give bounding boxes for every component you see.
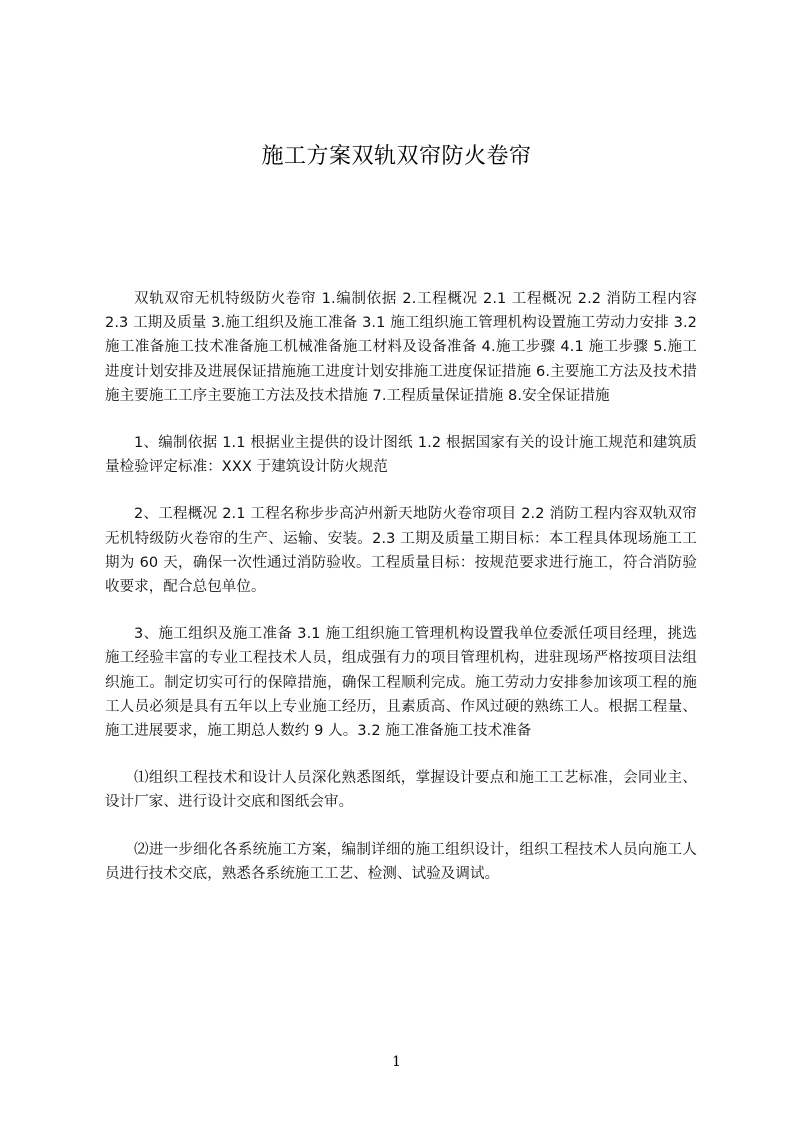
paragraph-organization: 3、施工组织及施工准备 3.1 施工组织施工管理机构设置我单位委派任项目经理，挑选施工经验丰富的专业工程技术人员，组成强有力的项目管理机构，进驻现场严格按项目法组织施工。制定切实可行的保障措施，确保工程顺利完成。施工劳动力安排参加该项工程的施工人员必须是具有五年以上专业施工经历，且素质高、作风过硬的熟练工人。根据工程量、施工进展要求，施工期总人数约 9 人。3.2 施工准备施工技术准备 xyxy=(105,626,697,740)
paragraph-project-overview: 2、工程概况 2.1 工程名称步步高泸州新天地防火卷帘项目 2.2 消防工程内容双轨双帘无机特级防火卷帘的生产、运输、安装。2.3 工期及质量工期目标：本工程具体现场施工工期为 60 天，确保一次性通过消防验收。工程质量目标：按规范要求进行施工，符合消防验收要求，配合总包单位。 xyxy=(105,506,697,596)
paragraph-basis: 1、编制依据 1.1 根据业主提供的设计图纸 1.2 根据国家有关的设计施工规范和建筑质量检验评定标准：XXX 于建筑设计防火规范 xyxy=(105,435,697,476)
paragraph-table-of-contents: 双轨双帘无机特级防火卷帘 1.编制依据 2.工程概况 2.1 工程概况 2.2 消防工程内容 2.3 工期及质量 3.施工组织及施工准备 3.1 施工组织施工管理机构设置施工劳动力安排 3.2 施工准备施工技术准备施工机械准备施工材料及设备准备 4.施工步骤 4.1 施工步骤 5.施工进度计划安排及进展保证措施施工进度计划安排施工进度保证措施 6.主要施工方法及技术措施主要施工工序主要施工方法及技术措施 7.工程质量保证措施 8.安全保证措施 xyxy=(105,291,697,404)
paragraph-item-1: ⑴组织工程技术和设计人员深化熟悉图纸，掌握设计要点和施工工艺标准，会同业主、设计厂家、进行设计交底和图纸会审。 xyxy=(105,770,697,811)
document-body xyxy=(105,287,697,909)
document-title: 施工方案双轨双帘防火卷帘 xyxy=(261,144,532,169)
paragraph-item-2: ⑵进一步细化各系统施工方案，编制详细的施工组织设计，组织工程技术人员向施工人员进行技术交底，熟悉各系统施工工艺、检测、试验及调试。 xyxy=(105,841,697,882)
page-number: 1 xyxy=(392,1054,401,1070)
